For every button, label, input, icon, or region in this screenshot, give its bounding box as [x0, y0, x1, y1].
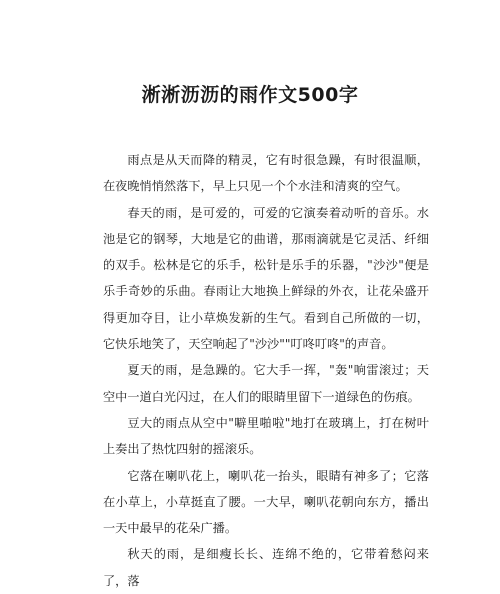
paragraph-6: 秋天的雨，是细瘦长长、连绵不绝的，它带着愁闷来了，落	[103, 547, 429, 588]
document-body	[103, 147, 429, 594]
paragraph-2: 春天的雨，是可爱的，可爱的它演奏着动听的音乐。水池是它的钢琴，大地是它的曲谱，那雨滴就是它灵活、纤细的双手。松林是它的乐手，松针是乐手的乐器，"沙沙"便是乐手奇妙的乐曲。春雨让大地换上鲜绿的外衣，让花朵盛开得更加夺目，让小草焕发新的生气。看到自己所做的一切，它快乐地笑了，天空响起了"沙沙""叮咚叮咚"的声音。	[103, 205, 429, 352]
paragraph-1: 雨点是从天而降的精灵，它有时很急躁，有时很温顺，在夜晚悄悄然落下，早上只见一个个水洼和清爽的空气。	[103, 153, 429, 194]
paragraph-3: 夏天的雨，是急躁的。它大手一挥，"轰"响雷滚过；天空中一道白光闪过，在人们的眼睛里留下一道绿色的伤痕。	[103, 363, 429, 404]
paragraph-5: 它落在喇叭花上，喇叭花一抬头，眼睛有神多了；它落在小草上，小草挺直了腰。一大早，喇叭花朝向东方，播出一天中最早的花朵广播。	[103, 468, 429, 536]
document-title: 淅淅沥沥的雨作文500字	[141, 84, 359, 106]
paragraph-4: 豆大的雨点从空中"噼里啪啦"地打在玻璃上，打在树叶上奏出了热忱四射的摇滚乐。	[103, 415, 429, 457]
